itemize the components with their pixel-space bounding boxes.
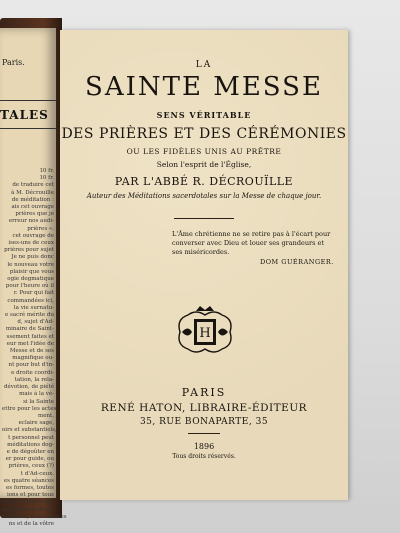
left-page-line: nombreuses décla-: [2, 506, 55, 513]
left-page-text: [2, 168, 67, 528]
left-page-line: e droite coordi-: [11, 369, 54, 376]
left-page-line: mais à la vé-: [19, 391, 54, 398]
left-page-line: prières pour sujet: [4, 247, 54, 254]
left-page-line: e sacré mérite du: [5, 312, 54, 319]
publication-city: PARIS: [181, 386, 227, 399]
left-page-line: 10 fr.: [39, 168, 54, 174]
title-page: [60, 30, 348, 500]
left-page-title: TALES: [0, 108, 49, 122]
left-page: [0, 28, 67, 527]
left-page-line: prières «.: [27, 225, 54, 232]
subtitle-fideles: OU LES FIDÈLES UNIS AU PRÊTRE: [126, 147, 282, 156]
subtitle-sens: SENS VÉRITABLE: [156, 110, 252, 120]
left-page-line: d, sujet d'Ad-: [17, 319, 54, 326]
left-page-rule: [0, 100, 56, 101]
left-page-line: dévotion, de piété: [3, 384, 54, 391]
left-page-line: er pour guide, ou: [5, 456, 54, 463]
publisher-name: RENÉ HATON, LIBRAIRE-ÉDITEUR: [100, 402, 308, 414]
publisher-address: 35, RUE BONAPARTE, 35: [139, 417, 269, 427]
left-page-header: Paris.: [2, 58, 25, 67]
left-page-line: Messe et de ses: [9, 348, 54, 355]
left-page-line: es quatre séances: [3, 477, 54, 484]
subtitle-prieres: DES PRIÈRES ET DES CÉRÉMONIES: [61, 126, 347, 142]
epigraph-source: DOM GUÉRANGER.: [260, 258, 334, 266]
left-page-line: ment.: [38, 412, 54, 419]
title-article: LA: [195, 60, 213, 70]
left-page-line: ogie dogmatique: [7, 276, 54, 283]
subtitle-selon: Selon l'esprit de l'Église,: [156, 160, 252, 169]
left-page-line: si la Sainte: [23, 398, 54, 405]
left-page-line: prières, ceux (?): [8, 463, 54, 470]
left-page-line: ie particulière des: [3, 499, 54, 506]
rights-notice: Tous droits réservés.: [172, 453, 236, 460]
left-page-line: commandées ici,: [7, 297, 54, 304]
left-page-line: oirs et substantiels,: [2, 427, 57, 434]
left-page-line: ns et de la vôtre: [8, 520, 54, 527]
divider-rule: [174, 218, 234, 219]
emblem-letter: H: [199, 326, 211, 341]
left-page-line: cet ouvrage de: [12, 232, 54, 239]
left-page-line: prières que je: [15, 211, 54, 218]
left-page-line: ais cet ouvrage: [11, 204, 54, 211]
divider-rule: [188, 433, 220, 434]
epigraph: L'Âme chrétienne ne se retire pas à l'écart pour converser avec Dieu et louer ses grandeurs et ses miséricordes.: [172, 230, 331, 256]
left-page-line: ises-uns de ceux: [8, 240, 54, 247]
left-page-line: ettre pour les actes: [2, 405, 57, 412]
left-page-line: r. Pour qui fait: [13, 290, 54, 297]
left-page-line: Je ne puis donc: [11, 254, 54, 261]
left-page-line: e de dégoûter en: [6, 448, 54, 455]
author-note: Auteur des Méditations sacerdotales sur la Messe de chaque jour.: [86, 192, 322, 200]
left-page-line: à M. Décrouille: [11, 189, 54, 196]
left-page-line: de traduire cet: [12, 182, 54, 189]
left-page-line: tation, la rela-: [14, 376, 54, 383]
left-page-line: magnifique ou-: [12, 355, 54, 362]
author-line: PAR L'ABBÉ R. DÉCROUÏLLE: [114, 175, 294, 188]
publication-year: 1896: [193, 442, 215, 451]
left-page-line: plaisir que vous: [9, 268, 54, 275]
main-title: SAINTE MESSE: [85, 72, 323, 102]
left-page-line: de méditation :: [11, 196, 54, 203]
left-page-line: t personnel peut: [8, 434, 54, 441]
left-page-line: méditations dog-: [7, 441, 54, 448]
publisher-emblem-icon: [174, 305, 236, 359]
left-page-line: t d'Ad-ceux.: [20, 470, 54, 477]
left-page-line: es formes, toutes: [6, 484, 54, 491]
left-page-line: la vie surnatu-: [13, 304, 54, 311]
left-page-rule: [0, 128, 56, 129]
left-page-line: eur met l'idée de: [6, 340, 54, 347]
left-page-line: erreur nos audi-: [8, 218, 54, 225]
left-page-line: ions et pour tous: [6, 492, 54, 499]
left-page-line: la Messe, et les mêmes: [2, 513, 67, 520]
left-page-line: 10 fr.: [39, 175, 54, 182]
left-page-line: ssement faites et: [6, 333, 54, 340]
left-page-line: eclaire sage,: [18, 420, 54, 427]
left-page-line: minaire de Saint-: [5, 326, 54, 333]
left-page-line: pour l'heure où il: [5, 283, 54, 290]
left-page-line: nt pour but d'in-: [8, 362, 54, 369]
left-page-line: le nouveau votre: [7, 261, 54, 268]
